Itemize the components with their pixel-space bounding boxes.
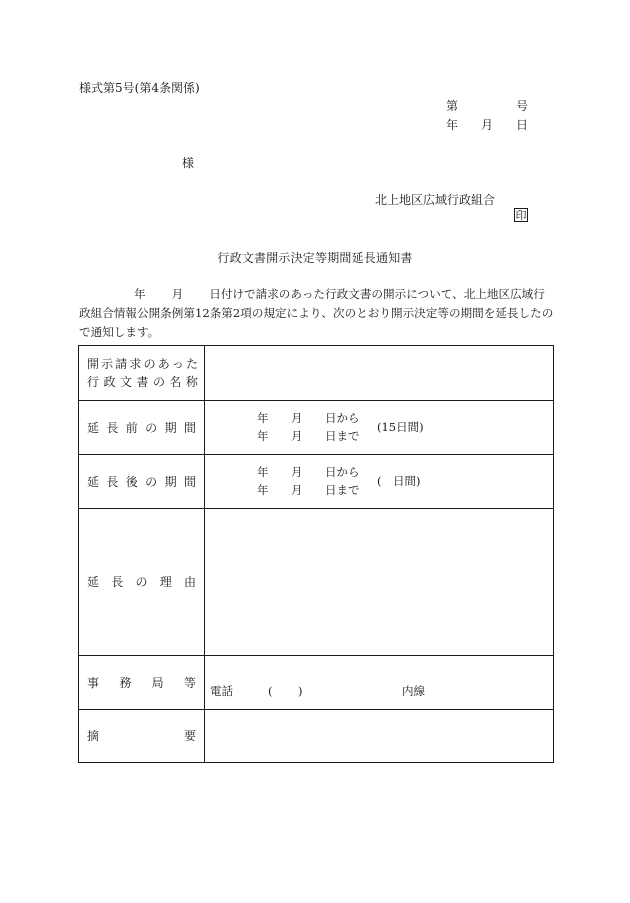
label-char: あ — [157, 357, 170, 371]
label-char: 長 — [106, 474, 119, 489]
label-document-name — [79, 346, 205, 400]
label-char: の — [152, 375, 165, 389]
label-char: っ — [171, 357, 184, 371]
label-char: 前 — [125, 420, 138, 435]
period-before-until — [257, 431, 360, 443]
label-char: 名 — [169, 375, 182, 389]
label-char: 長 — [106, 420, 119, 435]
document-number — [446, 100, 528, 112]
label-char: 延 — [87, 575, 100, 589]
value-office[interactable] — [205, 656, 553, 709]
addressee: 様 — [182, 156, 195, 170]
body-year: 年 — [134, 287, 146, 301]
doc-number-suffix: 号 — [515, 99, 528, 113]
period-month: 月 — [291, 429, 303, 443]
period-after-days: ( 日間) — [377, 474, 421, 488]
seal-mark: 印 — [515, 208, 527, 222]
label-document-name-line1 — [87, 358, 198, 370]
table-row-document-name — [79, 346, 553, 400]
period-year: 年 — [257, 429, 269, 443]
period-from-label: 日から — [325, 411, 360, 425]
label-char: 請 — [115, 357, 128, 371]
period-month: 月 — [291, 465, 303, 479]
label-char: 間 — [183, 474, 196, 489]
label-char: 由 — [183, 575, 196, 589]
label-remarks — [79, 710, 205, 762]
label-char: の — [145, 420, 158, 435]
period-month: 月 — [291, 483, 303, 497]
period-before-from — [257, 413, 360, 425]
label-char: た — [185, 357, 198, 371]
label-char: 間 — [183, 420, 196, 435]
label-char: 長 — [111, 575, 124, 589]
label-char: 延 — [87, 420, 100, 435]
label-char: 文 — [119, 375, 132, 389]
label-char: 局 — [151, 675, 164, 690]
label-char: 示 — [101, 357, 114, 371]
period-year: 年 — [257, 411, 269, 425]
label-char: 延 — [87, 474, 100, 489]
table-row-period-before — [79, 400, 553, 454]
label-char: 等 — [183, 675, 196, 690]
label-char: 称 — [185, 375, 198, 389]
value-remarks[interactable] — [205, 710, 553, 762]
table-row-remarks — [79, 709, 553, 762]
period-month: 月 — [291, 411, 303, 425]
label-char: 理 — [159, 575, 172, 589]
period-from-label: 日から — [325, 465, 360, 479]
label-char: 開 — [87, 357, 100, 371]
label-char: 政 — [103, 375, 116, 389]
issuer-name: 北上地区広域行政組合 — [375, 193, 496, 207]
period-year: 年 — [257, 465, 269, 479]
label-char: 後 — [125, 474, 138, 489]
label-char: 書 — [136, 375, 149, 389]
body-paragraph — [79, 285, 557, 342]
table-row-period-after — [79, 454, 553, 508]
label-char: の — [135, 575, 148, 589]
label-remarks-right: 要 — [183, 729, 196, 743]
office-phone — [210, 686, 425, 698]
label-char: 期 — [164, 420, 177, 435]
date-year: 年 — [446, 118, 459, 132]
doc-number-prefix: 第 — [446, 99, 459, 113]
phone-paren-open: ( — [268, 684, 273, 698]
label-remarks-left: 摘 — [87, 729, 100, 743]
table-row-reason — [79, 508, 553, 655]
extension-label: 内線 — [402, 684, 425, 698]
body-month: 月 — [171, 287, 184, 301]
period-after-from — [257, 467, 360, 479]
document-title: 行政文書開示決定等期間延長通知書 — [217, 251, 413, 265]
label-char: の — [143, 357, 156, 371]
body-line-2: 政組合情報公開条例第12条第2項の規定により、次のとおり開示決定等の期間を延長したの — [79, 306, 554, 320]
table-row-office — [79, 655, 553, 709]
label-office — [79, 656, 205, 709]
label-char: 求 — [129, 357, 142, 371]
form-number: 様式第5号(第4条関係) — [79, 81, 200, 95]
label-period-after — [79, 455, 205, 508]
label-char: 行 — [87, 375, 100, 389]
issue-date — [446, 119, 528, 131]
phone-paren-close: ) — [298, 684, 303, 698]
body-line-1 — [79, 285, 557, 304]
label-char: の — [145, 474, 158, 489]
label-char: 務 — [119, 675, 132, 690]
label-document-name-line2 — [87, 376, 200, 388]
period-before-days: (15日間) — [377, 420, 424, 434]
value-document-name[interactable] — [205, 346, 553, 400]
label-reason — [79, 509, 205, 655]
body-line-3: で通知します。 — [79, 325, 160, 339]
period-until-label: 日まで — [325, 429, 360, 443]
period-until-label: 日まで — [325, 483, 360, 497]
phone-label: 電話 — [210, 684, 233, 698]
value-reason[interactable] — [205, 509, 553, 655]
value-period-after[interactable] — [205, 455, 553, 508]
notice-table — [78, 345, 554, 763]
period-after-until — [257, 485, 360, 497]
body-line-1-text: 日付けで請求のあった行政文書の開示について、北上地区広域行 — [209, 287, 545, 301]
label-char: 事 — [87, 675, 100, 690]
label-char: 期 — [164, 474, 177, 489]
value-period-before[interactable] — [205, 401, 553, 454]
date-day: 日 — [515, 118, 528, 132]
label-period-before — [79, 401, 205, 454]
date-month: 月 — [480, 118, 493, 132]
period-year: 年 — [257, 483, 269, 497]
